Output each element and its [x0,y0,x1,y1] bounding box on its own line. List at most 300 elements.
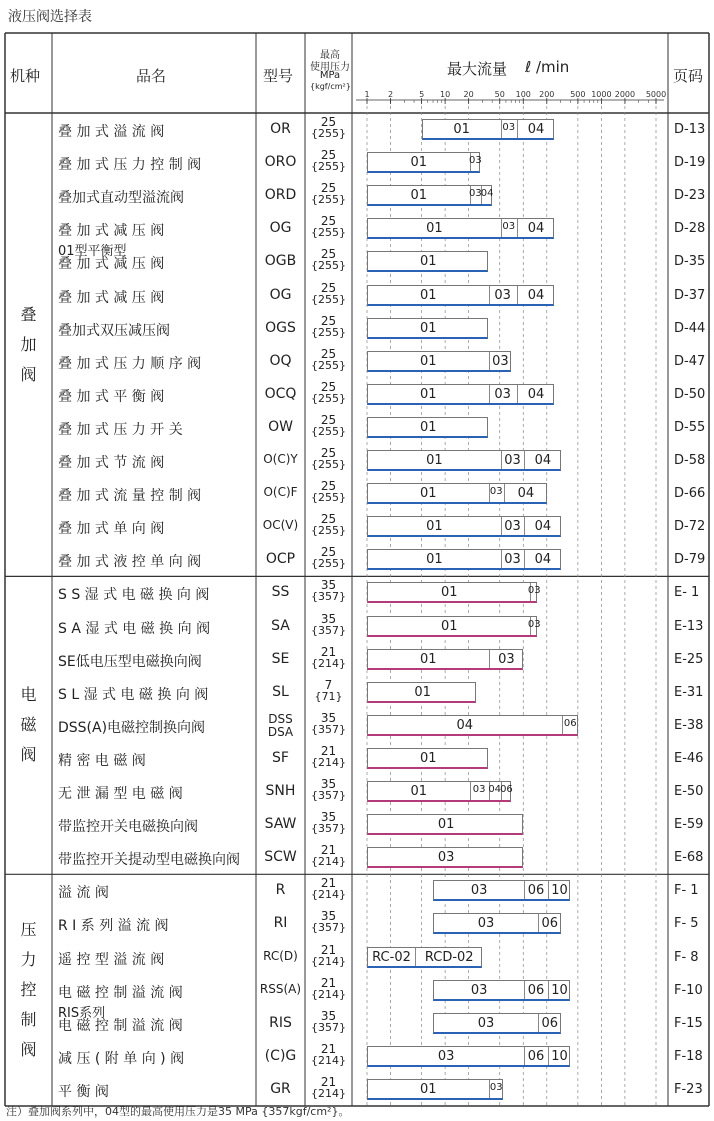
row-name: 叠 加 式 压 力 顺 序 阀 [58,355,202,372]
row-model: DSA [267,724,294,739]
flow-bar-label: RCD-02 [424,949,474,965]
flow-bar-label: 04 [534,519,552,535]
row-pressure: 35 [320,611,337,626]
flow-tick-label: 5 [419,90,425,99]
row-name: 叠 加 式 溢 流 阀 [58,124,165,140]
row-pressure: 25 [320,479,337,494]
row-pressure-kgf: {255} [311,127,346,140]
flow-bar [367,483,547,504]
flow-bar [367,814,523,835]
flow-tick-label: 2 [387,90,394,99]
row-model: (C)G [264,1047,297,1064]
row-page: D-79 [674,552,706,568]
row-name: 减 压 ( 附 单 向 ) 阀 [58,1050,185,1067]
flow-bar-divider [501,517,502,535]
flow-bar-divider [548,881,549,899]
row-pressure: 35 [320,909,337,924]
page-title: 液压阀选择表 [8,9,92,25]
row-model: SL [272,683,289,700]
row-pressure: 35 [320,810,337,825]
row-pressure-kgf: {255} [311,292,346,306]
header-pressure-line: 最高 [320,50,340,61]
flow-bar-label: 03 [470,883,488,899]
flow-bar-divider [524,451,525,469]
flow-bar-label: 01 [420,1081,437,1097]
row-pressure: 25 [320,379,337,394]
flow-tick-label: 50 [494,90,505,99]
flow-bar-label: 03 [477,1015,495,1031]
flow-bar-label: 03 [468,155,482,167]
row-model: OGS [265,319,296,336]
row-name: DSS(A)电磁控制换向阀 [58,719,206,736]
row-pressure: 21 [320,1041,337,1056]
row-model: RIS [269,1014,292,1031]
flow-bar-label: 01 [420,750,437,766]
group-label-char: 磁 [20,715,37,735]
row-page: E-59 [674,817,704,833]
row-pressure-kgf: {255} [311,424,346,438]
flow-bar-label: 10 [551,1048,568,1064]
flow-bar-divider [524,550,525,568]
group-label-char: 阀 [20,745,37,765]
row-pressure: 35 [320,710,337,725]
header-name: 品名 [136,67,167,85]
row-pressure-kgf: {214} [311,855,346,869]
flow-bar [367,351,511,372]
row-pressure: 35 [320,1008,337,1023]
flow-bar-label: 01 [426,552,443,568]
row-pressure-kgf: {255} [311,391,346,405]
row-name: 无 泄 漏 型 电 磁 阀 [58,786,183,802]
flow-bar-divider [517,120,518,138]
row-page: D-47 [674,353,706,369]
row-pressure-kgf: {255} [311,491,346,505]
flow-bar-label: 01 [420,486,437,502]
row-model: SF [272,749,289,766]
row-page: E-38 [674,717,704,733]
flow-bar [367,285,554,306]
flow-bar-label: 01 [453,122,470,137]
flow-tick-label: 500 [570,90,586,99]
row-name: 叠 加 式 减 压 阀 [58,289,165,306]
row-model: OG [269,286,292,303]
row-pressure: 21 [320,644,337,659]
row-pressure: 21 [320,876,337,891]
row-pressure-kgf: {357} [311,789,346,802]
flow-bar-label: 06 [527,982,545,998]
row-model: ORD [264,187,297,204]
header-page: 页码 [673,67,704,85]
row-name: 叠加式双压减压阀 [58,322,170,339]
row-pressure-kgf: {255} [311,226,346,240]
flow-bar [367,947,482,968]
flow-bar-label: 06 [541,1015,559,1031]
row-model: O(C)Y [263,452,298,466]
flow-bar-divider [489,286,490,304]
flow-bar [367,715,578,736]
flow-bar-label: 10 [551,982,568,998]
flow-bar [367,450,561,471]
flow-bar-label: 03 [492,353,509,369]
row-page: D-58 [674,453,706,468]
flow-bar-label: 03 [470,982,488,998]
flow-bar-divider [538,1014,539,1032]
row-page: E-13 [674,618,704,634]
row-pressure-kgf: {255} [311,160,346,174]
group-label-char: 制 [20,1010,37,1030]
group-label-char: 压 [20,920,37,940]
flow-bar-label: 01 [420,386,437,402]
row-pressure-kgf: {357} [311,590,346,604]
row-name: 带监控开关电磁换向阀 [58,819,198,836]
flow-bar-divider [501,550,502,568]
row-pressure-kgf: {255} [311,524,346,538]
flow-bar-label: 04 [534,552,552,568]
row-page: E-50 [674,784,704,799]
group-label-char: 力 [20,950,37,970]
row-name: 叠 加 式 液 控 单 向 阀 [58,554,202,571]
row-pressure: 35 [320,578,337,593]
row-name: 溢 流 阀 [58,885,109,902]
header-machine: 机种 [10,67,41,85]
flow-bar-divider [562,716,563,734]
row-page: D-28 [674,221,706,237]
row-pressure-kgf: {357} [311,722,346,736]
row-page: D-23 [674,188,706,204]
flow-bar [433,1013,561,1034]
flow-bar [367,582,541,603]
row-model: SCW [264,849,297,866]
flow-tick-label: 1000 [591,90,612,99]
row-page: E-46 [674,750,704,766]
flow-bar-divider [470,782,471,800]
row-pressure: 7 [324,677,333,692]
flow-tick-label: 100 [515,90,531,99]
row-model: SAW [264,816,297,833]
row-model: OG [269,220,292,237]
flow-bar [367,649,523,670]
flow-bar-divider [548,1047,549,1065]
flow-tick-label: 10 [440,90,451,99]
header-flow-unit: ℓ /min [525,58,570,76]
row-pressure-kgf: {255} [311,458,346,471]
row-page: D-72 [674,519,706,535]
flow-bar-label: 03 [489,1081,503,1093]
row-pressure: 25 [320,214,337,229]
row-model: SE [271,650,290,667]
flow-bar-label: 03 [472,784,486,795]
flow-bar-label: 01 [420,353,437,369]
row-pressure-kgf: {214} [311,755,346,769]
group-label-char: 叠 [20,304,37,324]
flow-bar-divider [538,914,539,932]
row-pressure: 25 [320,280,337,295]
flow-tick-label: 5000 [645,90,667,99]
flow-tick-label: 2000 [614,90,636,99]
flow-bar-label: 03 [504,552,521,568]
flow-bar-label: 06 [527,1048,545,1064]
flow-tick-label: 1 [364,90,370,99]
flow-bar [367,781,511,802]
flow-bar-divider [548,981,549,999]
flow-bar [367,1046,570,1067]
flow-bar-label: 03 [502,221,516,233]
row-page: F-15 [674,1015,703,1031]
row-name-prefix: 01型平衡型 [58,244,127,260]
row-model: ORO [264,154,297,171]
row-model: R [275,882,286,899]
flow-bar-label: 06 [527,883,545,899]
row-page: F- 8 [674,949,699,965]
row-name: 遥 控 型 溢 流 阀 [58,951,165,968]
row-model: SNH [265,783,296,799]
row-page: F-23 [674,1081,703,1097]
flow-bar-label: 01 [426,519,443,535]
row-name: 精 密 电 磁 阀 [58,752,146,769]
row-name: 叠 加 式 压 力 控 制 阀 [58,157,202,174]
row-model: O(C)F [263,485,298,500]
row-page: D-19 [674,155,706,171]
flow-tick-label: 20 [463,90,474,99]
flow-bar-label: 06 [563,717,577,729]
row-model: OR [270,121,291,137]
flow-bar-label: 01 [420,254,437,270]
flow-bar [367,682,476,703]
row-pressure: 21 [320,1074,337,1089]
flow-bar-label: 01 [410,784,428,799]
flow-bar-label: 06 [500,784,513,795]
row-name: S S 湿 式 电 磁 换 向 阀 [58,587,210,604]
row-page: E-25 [674,651,704,667]
row-page: E- 1 [674,585,700,601]
row-page: D-35 [674,254,706,270]
flow-bar-label: 04 [534,453,552,468]
row-pressure: 25 [320,148,337,163]
flow-bar-label: 03 [468,188,482,200]
row-pressure: 25 [320,545,337,560]
row-pressure-kgf: {214} [311,1053,346,1067]
flow-bar-label: 04 [480,188,494,200]
row-pressure-kgf: {255} [311,259,346,273]
footnote: 注）叠加阀系列中，04型的最高使用压力是35 MPa {357kgf/cm²}。 [6,1105,350,1118]
row-pressure: 25 [320,446,337,460]
row-pressure-kgf: {357} [311,623,346,637]
flow-bar-label: 03 [494,386,511,402]
flow-bar-divider [504,484,505,502]
row-name: S L 湿 式 电 磁 换 向 阀 [58,686,209,703]
flow-bar-label: 04 [488,784,502,795]
flow-bar-divider [415,948,416,966]
row-pressure: 25 [320,115,337,129]
row-pressure: 35 [320,777,337,791]
row-pressure-kgf: {255} [311,325,346,339]
flow-bar [367,549,561,570]
flow-bar-label: 03 [437,1048,455,1064]
flow-bar-label: 01 [410,188,428,204]
flow-bar [422,119,555,140]
flow-bar-divider [524,517,525,535]
flow-bar-label: 03 [527,618,541,630]
flow-bar-label: 01 [437,817,455,833]
flow-bar-divider [517,219,518,237]
flow-bar-label: 03 [494,287,511,303]
row-model: OGB [264,253,297,270]
row-name: 电 磁 控 制 溢 流 阀 [58,1017,183,1034]
row-page: E-31 [674,684,704,700]
group-label-char: 加 [20,334,37,354]
flow-bar [367,748,488,769]
flow-bar [433,880,570,901]
row-model: SA [271,617,290,634]
flow-bar [433,913,561,934]
row-page: F-10 [674,982,703,998]
flow-bar-label: 04 [527,386,545,402]
flow-bar-label: 01 [426,221,443,237]
row-pressure-kgf: {357} [311,822,346,836]
flow-bar-label: 03 [502,122,516,133]
header-model: 型号 [263,67,294,85]
row-model: OQ [269,352,292,369]
row-name: 电 磁 控 制 溢 流 阀 [58,984,183,1001]
flow-bar [367,318,488,339]
row-pressure-kgf: {71} [314,689,343,703]
flow-bar-label: 03 [498,651,515,667]
row-pressure-kgf: {255} [311,358,346,372]
flow-bar-label: 01 [420,651,437,667]
row-name: 叠 加 式 减 压 阀 [58,256,165,273]
row-pressure-kgf: {357} [311,921,346,935]
row-model: OCP [265,551,296,568]
header-pressure-line: 使用压力 [310,62,350,73]
row-pressure: 21 [320,942,337,957]
row-page: D-13 [674,122,706,137]
row-name: 带监控开关提动型电磁换向阀 [58,852,240,869]
row-name: 叠 加 式 平 衡 阀 [58,388,165,405]
flow-bar-label: 01 [414,684,431,700]
row-name: S A 湿 式 电 磁 换 向 阀 [58,620,211,637]
row-page: F- 5 [674,916,699,932]
row-pressure: 25 [320,247,337,262]
row-pressure: 21 [320,843,337,858]
row-page: D-66 [674,486,706,502]
row-name: 叠 加 式 单 向 阀 [58,521,165,538]
row-page: D-50 [674,386,706,402]
row-pressure-kgf: {255} [311,193,346,207]
row-pressure-kgf: {214} [311,954,346,968]
row-page: F- 1 [674,883,699,899]
flow-bar-divider [501,451,502,469]
flow-bar [367,1079,503,1100]
flow-bar-divider [517,286,518,304]
group-label-char: 控 [20,980,37,1000]
row-pressure-kgf: {214} [311,888,346,902]
row-name-prefix: RIS系列 [58,1005,106,1021]
flow-bar-label: 04 [456,717,474,733]
row-model: OW [268,418,293,435]
group-label-char: 电 [20,685,37,705]
flow-bar-divider [517,385,518,403]
flow-bar [367,417,488,438]
flow-bar [367,185,492,206]
row-pressure-kgf: {255} [311,557,346,571]
row-pressure-kgf: {214} [311,1086,346,1100]
flow-bar-label: 03 [477,916,495,932]
row-pressure-kgf: {357} [311,1020,346,1034]
flow-bar [367,218,554,239]
flow-tick-label: 200 [539,90,555,99]
flow-bar [367,516,561,537]
flow-bar-label: 04 [527,287,545,303]
row-model: RC(D) [263,948,298,963]
row-pressure: 25 [320,181,337,196]
row-page: D-55 [674,419,706,435]
flow-bar-label: 03 [527,585,541,597]
flow-bar-label: 01 [420,287,437,303]
header-pressure-line: {kgf/cm²} [310,82,351,91]
row-page: D-44 [674,320,706,336]
flow-bar-label: 01 [440,585,458,601]
flow-bar [367,384,554,405]
row-name: R I 系 列 溢 流 阀 [58,918,169,935]
row-page: E-68 [674,850,704,866]
row-pressure: 25 [320,412,337,427]
group-label-char: 阀 [20,364,37,384]
flow-bar-label: 04 [527,122,545,137]
row-name: 叠 加 式 流 量 控 制 阀 [58,488,202,505]
flow-bar [433,980,570,1001]
header-pressure-line: MPa [319,70,341,81]
flow-bar-divider [524,881,525,899]
row-pressure: 21 [320,743,337,758]
flow-bar-label: 06 [541,916,559,932]
row-name: 平 衡 阀 [58,1083,109,1100]
flow-bar-divider [489,650,490,668]
flow-bar-divider [489,385,490,403]
flow-bar-label: 03 [504,519,521,535]
row-name: 叠 加 式 节 流 阀 [58,455,165,471]
flow-bar-label: 03 [437,850,455,866]
row-model: DSS [268,711,293,726]
flow-bar-label: 10 [551,883,568,899]
row-page: D-37 [674,287,706,303]
header-flow: 最大流量 [447,60,508,78]
row-model: SS [271,584,290,601]
flow-bar-label: RC-02 [372,949,411,965]
flow-bar-label: 04 [527,221,545,237]
flow-bar-label: 04 [517,486,535,502]
row-model: RI [273,915,288,932]
row-name: 叠 加 式 压 力 开 关 [58,421,183,438]
flow-bar-label: 01 [440,618,458,634]
flow-bar [367,616,541,637]
row-model: OC(V) [262,518,299,533]
row-pressure: 25 [320,346,337,361]
row-model: GR [270,1080,291,1097]
flow-bar-divider [524,1047,525,1065]
flow-bar-label: 01 [420,320,437,336]
row-pressure: 25 [320,313,337,328]
flow-bar-divider [524,981,525,999]
flow-bar [367,847,523,868]
row-model: RSS(A) [259,981,302,996]
flow-bar-label: 01 [420,419,437,435]
row-name: 叠加式直动型溢流阀 [58,190,184,207]
flow-bar-divider [489,352,490,370]
row-name: 叠 加 式 减 压 阀 [58,223,165,240]
flow-bar-label: 01 [410,155,428,171]
row-page: F-18 [674,1048,703,1064]
row-pressure: 21 [320,975,337,990]
